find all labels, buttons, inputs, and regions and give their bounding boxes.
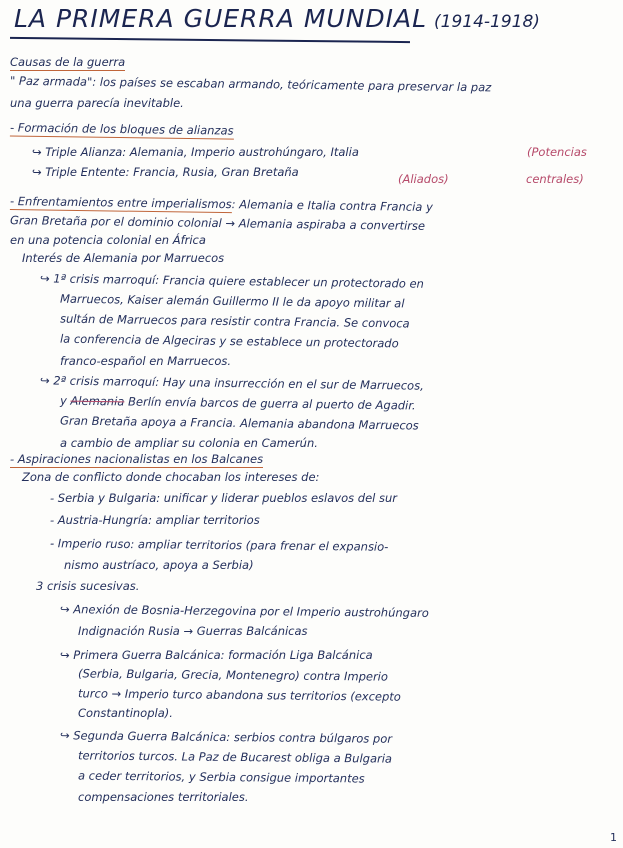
balcanes-bullet-rusia-2: nismo austríaco, apoya a Serbia): [64, 558, 254, 572]
triple-alianza-text: ↪ Triple Alianza: Alemania, Imperio austrohúngaro, Italia: [32, 145, 359, 159]
segunda-balcanica-line-4: compensaciones territoriales.: [78, 790, 249, 804]
primera-balcanica-line-2: (Serbia, Bulgaria, Grecia, Montenegro) contra Imperio: [77, 666, 389, 684]
segunda-balcanica-line-2: territorios turcos. La Paz de Bucarest obliga a Bulgaria: [77, 748, 393, 766]
triple-alianza-line: [32, 145, 359, 159]
anexion-line-2: Indignación Rusia → Guerras Balcánicas: [78, 624, 308, 638]
crisis-2-crossed-out: Alemania: [70, 393, 125, 409]
crisis-2-line-3: Gran Bretaña apoya a Francia. Alemania abandona Marruecos: [59, 413, 419, 433]
crisis-1-line-1: ↪ 1ª crisis marroquí: Francia quiere establecer un protectorado en: [39, 271, 424, 291]
segunda-balcanica-line-3: a ceder territorios, y Serbia consigue importantes: [77, 768, 365, 786]
primera-balcanica-line-4: Constantinopla).: [78, 706, 173, 720]
date-range: (1914-1918): [434, 12, 540, 32]
imperialismos-line-2: en una potencia colonial en África: [10, 233, 206, 247]
centrales-label: centrales): [526, 172, 584, 186]
crisis-1-line-5: franco-español en Marruecos.: [60, 354, 232, 368]
potencias-label: (Potencias: [527, 145, 587, 159]
balcanes-line-1: Zona de conflicto donde chocaban los intereses de:: [22, 470, 320, 484]
crisis-2-line-2: [60, 394, 416, 413]
causes-heading-text: Causas de la guerra: [10, 55, 126, 69]
triple-entente-text: ↪ Triple Entente: Francia, Rusia, Gran Bretaña: [32, 165, 299, 179]
imperialismos-heading-rest: : Alemania e Italia contra Francia y: [231, 197, 433, 214]
primera-balcanica-line-3: turco → Imperio turco abandona sus territorios (excepto: [77, 686, 401, 704]
primera-balcanica-line-1: ↪ Primera Guerra Balcánica: formación Liga Balcánica: [60, 648, 373, 662]
page-title: LA PRIMERA GUERRA MUNDIAL: [14, 4, 428, 33]
crisis-2-line-4: a cambio de ampliar su colonia en Camerún.: [60, 436, 318, 450]
anexion-line-1: ↪ Anexión de Bosnia-Herzegovina por el Imperio austrohúngaro: [59, 602, 429, 620]
imperialismos-heading-text: - Enfrentamientos entre imperialismos: [9, 194, 232, 212]
balcanes-heading: [10, 452, 263, 466]
balcanes-bullet-serbia: - Serbia y Bulgaria: unificar y liderar pueblos eslavos del sur: [50, 491, 397, 505]
balcanes-heading-text: - Aspiraciones nacionalistas en los Balcanes: [10, 452, 264, 466]
balcanes-bullet-rusia-1: - Imperio ruso: ampliar territorios (para frenar el expansio-: [49, 536, 389, 554]
aliados-label: (Aliados): [398, 172, 449, 186]
title-underline: [10, 37, 410, 43]
page-number: 1: [610, 831, 617, 844]
segunda-balcanica-line-1: ↪ Segunda Guerra Balcánica: serbios contra búlgaros por: [59, 728, 393, 746]
bloques-heading: [10, 120, 234, 137]
causes-heading: [10, 55, 125, 69]
paz-armada-line-2: una guerra parecía inevitable.: [10, 96, 184, 110]
crisis-2-y: y: [59, 393, 67, 408]
imperialismos-heading: [10, 194, 433, 214]
balcanes-bullet-austria: - Austria-Hungría: ampliar territorios: [50, 513, 260, 527]
imperialismos-line-1: Gran Bretaña por el dominio colonial → Alemania aspiraba a convertirse: [9, 213, 426, 233]
crisis-1-line-4: la conferencia de Algeciras y se establece un protectorado: [59, 331, 399, 351]
crisis-2-line-2-text: Berlín envía barcos de guerra al puerto de Agadir.: [127, 394, 416, 413]
bloques-heading-text: - Formación de los bloques de alianzas: [9, 120, 234, 138]
crisis-1-line-3: sultán de Marruecos para resistir contra Francia. Se convoca: [59, 311, 410, 331]
paz-armada-line-1: " Paz armada": los países se escaban armando, teóricamente para preservar la paz: [9, 73, 492, 95]
crisis-2-line-1: ↪ 2ª crisis marroquí: Hay una insurrección en el sur de Marruecos,: [39, 373, 424, 393]
tres-crisis: 3 crisis sucesivas.: [36, 579, 140, 593]
crisis-1-line-2: Marruecos, Kaiser alemán Guillermo II le da apoyo militar al: [59, 291, 405, 311]
imperialismos-line-3: Interés de Alemania por Marruecos: [22, 251, 225, 265]
triple-entente-line: [32, 165, 299, 179]
